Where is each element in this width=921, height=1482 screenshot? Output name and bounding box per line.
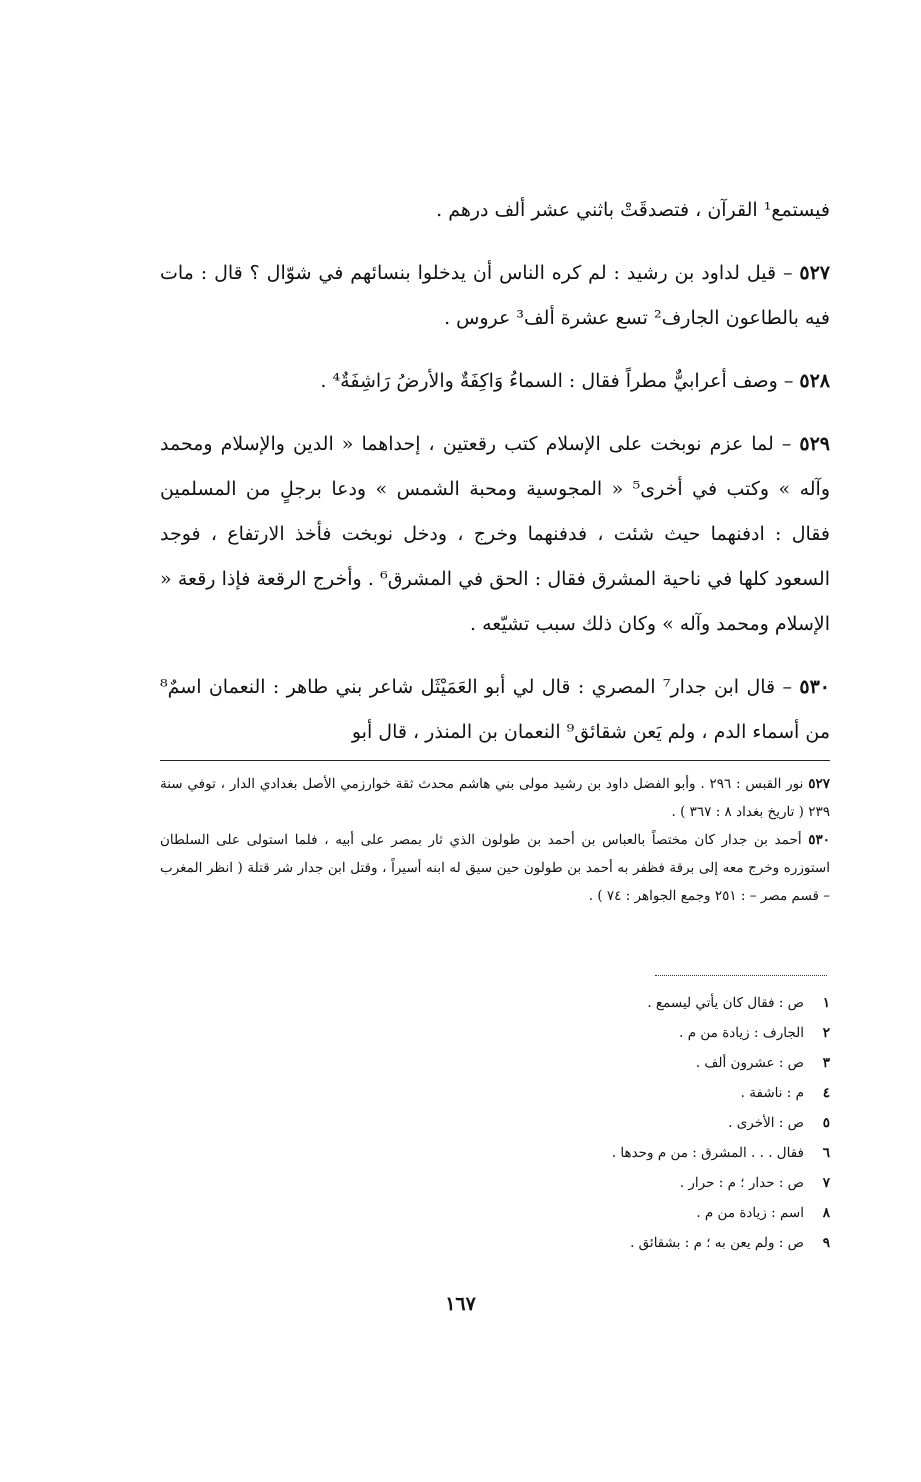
footnotes — [160, 770, 830, 910]
variant-number: ٧ — [822, 1175, 830, 1191]
footnote-text: أحمد بن جدار كان مختصاً بالعباس بن أحمد بن طولون الذي ثار بمصر على أبيه ، فلما استولى على السلطان استوزره وخرج معه إلى برقة فظفر به أحمد بن طولون حين سيق له ابنه أسيراً ، وقتل ابن جدار شر قتلة ( انظر المغرب – قسم مصر – : ٢٥١ وجمع الجواهر : ٧٤ ) . — [160, 832, 830, 904]
variant-text: ص : عشرون ألف . — [695, 1055, 804, 1071]
entry-530 — [160, 665, 830, 755]
footnote-text: نور القبس : ٢٩٦ . وأبو الفضل داود بن رشيد مولى بني هاشم محدث ثقة خوارزمي الأصل بغدادي الدار ، توفي سنة ٢٣٩ ( تاريخ بغداد ٨ : ٣٦٧ ) . — [160, 776, 830, 820]
variant-note — [160, 1108, 830, 1138]
variant-note — [160, 1018, 830, 1048]
entry-number: ٥٢٨ — [799, 370, 830, 392]
variant-notes — [160, 988, 830, 1258]
entry-text: – قيل لداود بن رشيد : لم كره الناس أن يدخلوا بنسائهم في شوّال ؟ قال : مات فيه بالطاعون الجارف² تسع عشرة ألف³ عروس . — [160, 262, 830, 329]
entry-527 — [160, 251, 830, 341]
variant-number: ٩ — [822, 1235, 830, 1251]
variant-note — [160, 988, 830, 1018]
variant-number: ٣ — [822, 1055, 830, 1071]
entry-text: – وصف أعرابيٌّ مطراً فقال : السماءُ وَاكِفَةٌ والأرضُ رَاشِفَةٌ⁴ . — [320, 370, 794, 392]
variant-text: اسم : زيادة من م . — [696, 1205, 804, 1221]
entry-529 — [160, 422, 830, 647]
variant-text: ص : الأخرى . — [728, 1115, 804, 1131]
variant-note — [160, 1138, 830, 1168]
variant-number: ٨ — [822, 1205, 830, 1221]
entry-text: – لما عزم نوبخت على الإسلام كتب رقعتين ، إحداهما « الدين والإسلام ومحمد وآله » وكتب في أخرى⁵ « المجوسية ومحبة الشمس » ودعا برجلٍ من المسلمين فقال : ادفنهما حيث شئت ، فدفنهما وخرج ، ودخل نوبخت فأخذ الارتفاع ، فوجد السعود كلها في ناحية المشرق فقال : الحق في المشرق⁶ . وأخرج الرقعة فإذا رقعة « الإسلام ومحمد وآله » وكان ذلك سبب تشيّعه . — [160, 433, 830, 635]
variant-note — [160, 1078, 830, 1108]
variant-note — [160, 1048, 830, 1078]
entry-number: ٥٢٧ — [799, 262, 830, 284]
variant-note — [160, 1168, 830, 1198]
variant-text: ص : ولم يعن به ؛ م : بشقائق . — [630, 1235, 804, 1251]
footnote-number: ٥٣٠ — [808, 832, 830, 848]
entry-528 — [160, 359, 830, 404]
variant-text: الجارف : زيادة من م . — [679, 1025, 804, 1041]
variant-note — [160, 1198, 830, 1228]
entry-text: – قال ابن جدار⁷ المصري : قال لي أبو العَمَيْثَل شاعر بني طاهر : النعمان اسمٌ⁸ من أسماء الدم ، ولم يَعن شقائق⁹ النعمان بن المنذر ، قال أبو — [160, 676, 830, 743]
variant-text: ص : حدار ؛ م : حرار . — [679, 1175, 804, 1191]
footnote-separator — [160, 760, 830, 761]
footnote-530 — [160, 826, 830, 910]
variant-number: ٢ — [822, 1025, 830, 1041]
footnote-number: ٥٢٧ — [808, 776, 830, 792]
entry-number: ٥٢٩ — [799, 433, 830, 455]
footnote-527 — [160, 770, 830, 826]
variant-text: فقال . . . المشرق : من م وحدها . — [611, 1145, 804, 1161]
variants-separator — [655, 975, 827, 976]
variant-text: ص : فقال كان يأتي ليسمع . — [647, 995, 804, 1011]
entry-number: ٥٣٠ — [799, 676, 830, 698]
variant-note — [160, 1228, 830, 1258]
main-text — [160, 188, 830, 755]
variant-number: ١ — [822, 995, 830, 1011]
page-number: ١٦٧ — [445, 1293, 476, 1315]
variant-number: ٤ — [822, 1085, 830, 1101]
intro-paragraph: فيستمع¹ القرآن ، فتصدقَتْ باثني عشر ألف درهم . — [436, 199, 830, 221]
variant-number: ٦ — [822, 1145, 830, 1161]
variant-number: ٥ — [822, 1115, 830, 1131]
variant-text: م : ناشفة . — [740, 1085, 804, 1101]
